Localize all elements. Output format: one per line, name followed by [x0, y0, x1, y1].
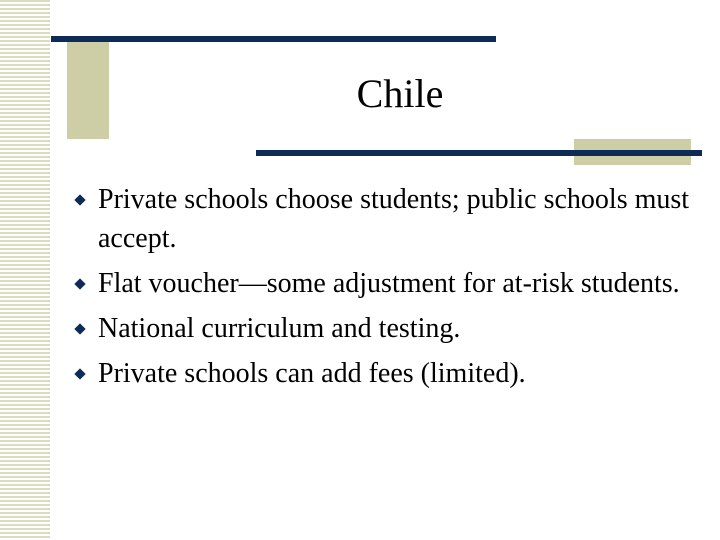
slide-title: Chile [356, 71, 444, 116]
bullet-text: Flat voucher—some adjustment for at-risk students. [98, 268, 680, 299]
bullet-text: Private schools can add fees (limited). [98, 358, 526, 389]
diamond-bullet-icon [74, 278, 85, 289]
bullet-text: Private schools choose students; public schools must accept. [98, 184, 690, 254]
bullet-item [72, 264, 692, 303]
left-stripe-band [0, 0, 50, 540]
title-top-rule [51, 36, 496, 42]
diamond-bullet-icon [74, 368, 85, 379]
diamond-bullet-icon [74, 323, 85, 334]
bullet-item [72, 354, 692, 393]
title-bottom-rule [256, 150, 702, 156]
bullet-item [72, 180, 692, 258]
bullet-item [72, 309, 692, 348]
bullet-list [72, 180, 692, 399]
bullet-text: National curriculum and testing. [98, 313, 461, 344]
diamond-bullet-icon [74, 194, 85, 205]
